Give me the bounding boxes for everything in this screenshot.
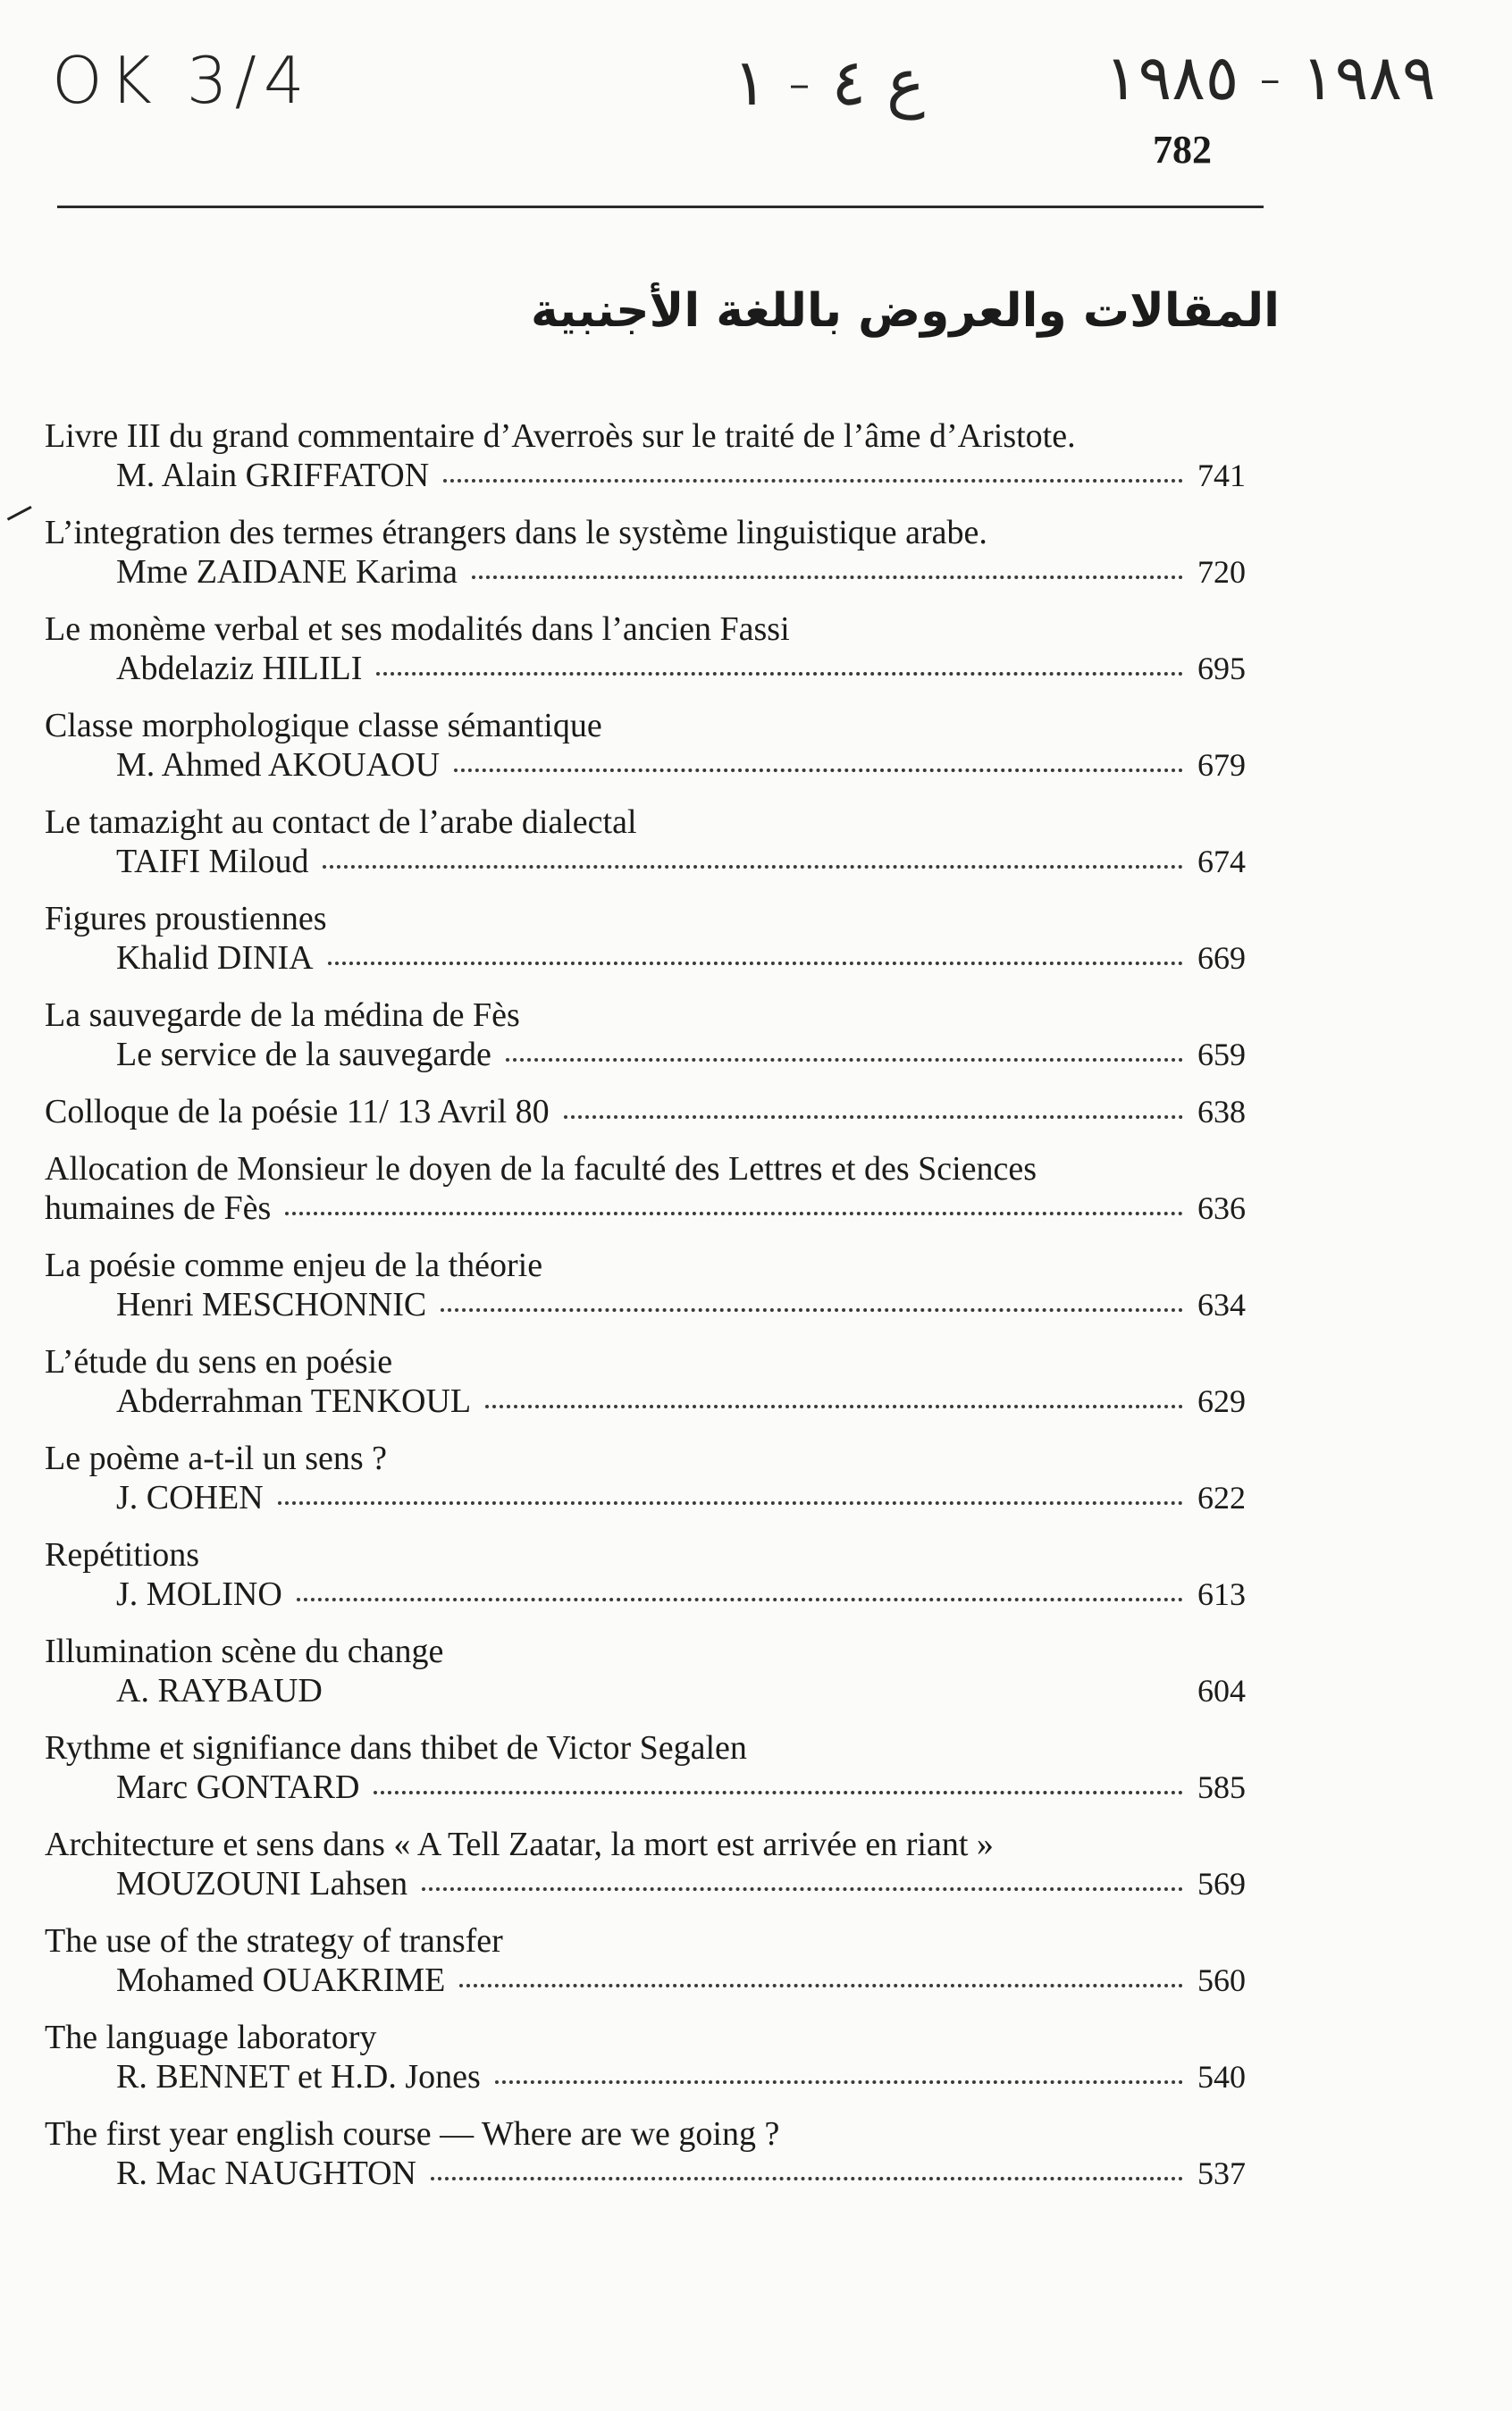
entry-page: 613 [1197, 1576, 1246, 1612]
entry-page: 622 [1197, 1480, 1246, 1516]
page-number: 782 [1153, 128, 1212, 172]
toc-entry [45, 2114, 1296, 2193]
handwritten-years: ١٩٨٩ - ١٩٨٥ [1105, 41, 1436, 114]
dot-leader [506, 1058, 1183, 1062]
entry-title: Livre III du grand commentaire d’Averroès sur le traité de l’âme d’Aristote. [45, 417, 1076, 455]
entry-title: Allocation de Monsieur le doyen de la faculté des Lettres et des Sciences [45, 1150, 1037, 1188]
entry-title: La poésie comme enjeu de la théorie [45, 1247, 543, 1284]
entry-author: Abderrahman TENKOUL [116, 1382, 472, 1420]
table-of-contents [45, 416, 1296, 2193]
entry-page: 679 [1197, 747, 1246, 783]
entry-title: Le poème a-t-il un sens ? [45, 1440, 388, 1477]
entry-title: L’étude du sens en poésie [45, 1343, 393, 1381]
entry-page: 695 [1197, 651, 1246, 686]
entry-title: The language laboratory [45, 2019, 377, 2056]
entry-author: Marc GONTARD [116, 1768, 360, 1806]
toc-entry [45, 1632, 1296, 1710]
section-title: المقالات والعروض باللغة الأجنبية [530, 284, 1280, 338]
entry-author: Khalid DINIA [116, 939, 314, 977]
toc-entry [45, 1149, 1296, 1228]
entry-title: Rythme et signifiance dans thibet de Victor Segalen [45, 1729, 747, 1767]
dot-leader [485, 1405, 1183, 1408]
toc-entry [45, 995, 1296, 1074]
entry-author: MOUZOUNI Lahsen [116, 1865, 408, 1903]
dot-leader [443, 479, 1183, 483]
toc-entry [45, 1535, 1296, 1614]
entry-page: 669 [1197, 940, 1246, 976]
pencil-check-mark [7, 506, 38, 532]
entry-page: 537 [1197, 2155, 1246, 2191]
handwritten-reference: OK 3/4 [52, 43, 312, 118]
entry-title: L’integration des termes étrangers dans le système linguistique arabe. [45, 514, 987, 551]
entry-page: 629 [1197, 1383, 1246, 1419]
dot-leader [323, 865, 1183, 869]
entry-title: Colloque de la poésie 11/ 13 Avril 80 [45, 1093, 550, 1130]
entry-page: 638 [1197, 1094, 1246, 1130]
dot-leader [564, 1115, 1183, 1119]
toc-entry [45, 1342, 1296, 1421]
entry-title: La sauvegarde de la médina de Fès [45, 996, 520, 1034]
entry-author: M. Alain GRIFFATON [116, 457, 430, 494]
toc-entry [45, 899, 1296, 978]
entry-author: Mohamed OUAKRIME [116, 1962, 446, 1999]
entry-page: 560 [1197, 1962, 1246, 1998]
entry-page: 540 [1197, 2059, 1246, 2095]
entry-author: Abdelaziz HILILI [116, 650, 363, 687]
entry-page: 741 [1197, 458, 1246, 493]
entry-title: Illumination scène du change [45, 1633, 444, 1670]
handwritten-code: ع ٤ - ١ [733, 45, 925, 120]
toc-entry [45, 416, 1296, 495]
dot-leader [285, 1212, 1183, 1215]
dot-leader [495, 2080, 1183, 2084]
toc-entry [45, 609, 1296, 688]
entry-page: 634 [1197, 1287, 1246, 1323]
toc-entry [45, 1921, 1296, 2000]
entry-title: Le tamazight au contact de l’arabe dialectal [45, 803, 637, 841]
entry-page: 674 [1197, 844, 1246, 879]
entry-author: J. MOLINO [116, 1575, 282, 1613]
entry-author: J. COHEN [116, 1479, 264, 1516]
entry-title: Le monème verbal et ses modalités dans l’ancien Fassi [45, 610, 790, 648]
dot-leader [422, 1887, 1183, 1891]
entry-title: Classe morphologique classe sémantique [45, 707, 602, 744]
entry-page: 720 [1197, 554, 1246, 590]
toc-entry [45, 1092, 1296, 1131]
dot-leader [459, 1984, 1183, 1987]
entry-author: A. RAYBAUD [116, 1672, 323, 1710]
entry-author: R. Mac NAUGHTON [116, 2155, 416, 2192]
entry-page: 604 [1197, 1673, 1246, 1709]
toc-entry [45, 1825, 1296, 1903]
toc-entry [45, 2018, 1296, 2096]
toc-entry [45, 1246, 1296, 1324]
entry-author: M. Ahmed AKOUAOU [116, 746, 441, 784]
entry-title: Repétitions [45, 1536, 200, 1574]
entry-page: 659 [1197, 1037, 1246, 1072]
entry-author: R. BENNET et H.D. Jones [116, 2058, 481, 2096]
dot-leader [278, 1501, 1183, 1505]
entry-title: The use of the strategy of transfer [45, 1922, 503, 1960]
toc-entry [45, 1439, 1296, 1517]
header-rule [57, 206, 1264, 208]
dot-leader [328, 962, 1183, 965]
dot-leader [472, 575, 1183, 579]
dot-leader [454, 769, 1183, 772]
entry-page: 569 [1197, 1866, 1246, 1902]
entry-page: 636 [1197, 1190, 1246, 1226]
dot-leader [431, 2177, 1183, 2180]
entry-author: TAIFI Miloud [116, 843, 309, 880]
dot-leader [376, 672, 1183, 676]
dot-leader [297, 1598, 1183, 1601]
toc-entry [45, 1728, 1296, 1807]
entry-author: Le service de la sauvegarde [116, 1036, 491, 1073]
entry-title: Figures proustiennes [45, 900, 327, 937]
entry-title: Architecture et sens dans « A Tell Zaatar, la mort est arrivée en riant » [45, 1826, 994, 1863]
entry-title: The first year english course — Where are we going ? [45, 2115, 780, 2153]
entry-page: 585 [1197, 1769, 1246, 1805]
entry-title-continued: humaines de Fès [45, 1189, 272, 1227]
toc-entry [45, 706, 1296, 785]
entry-author: Mme ZAIDANE Karima [116, 553, 458, 591]
toc-entry [45, 513, 1296, 592]
toc-entry [45, 802, 1296, 881]
entry-author: Henri MESCHONNIC [116, 1286, 427, 1323]
dot-leader [441, 1308, 1183, 1312]
dot-leader [374, 1791, 1183, 1794]
